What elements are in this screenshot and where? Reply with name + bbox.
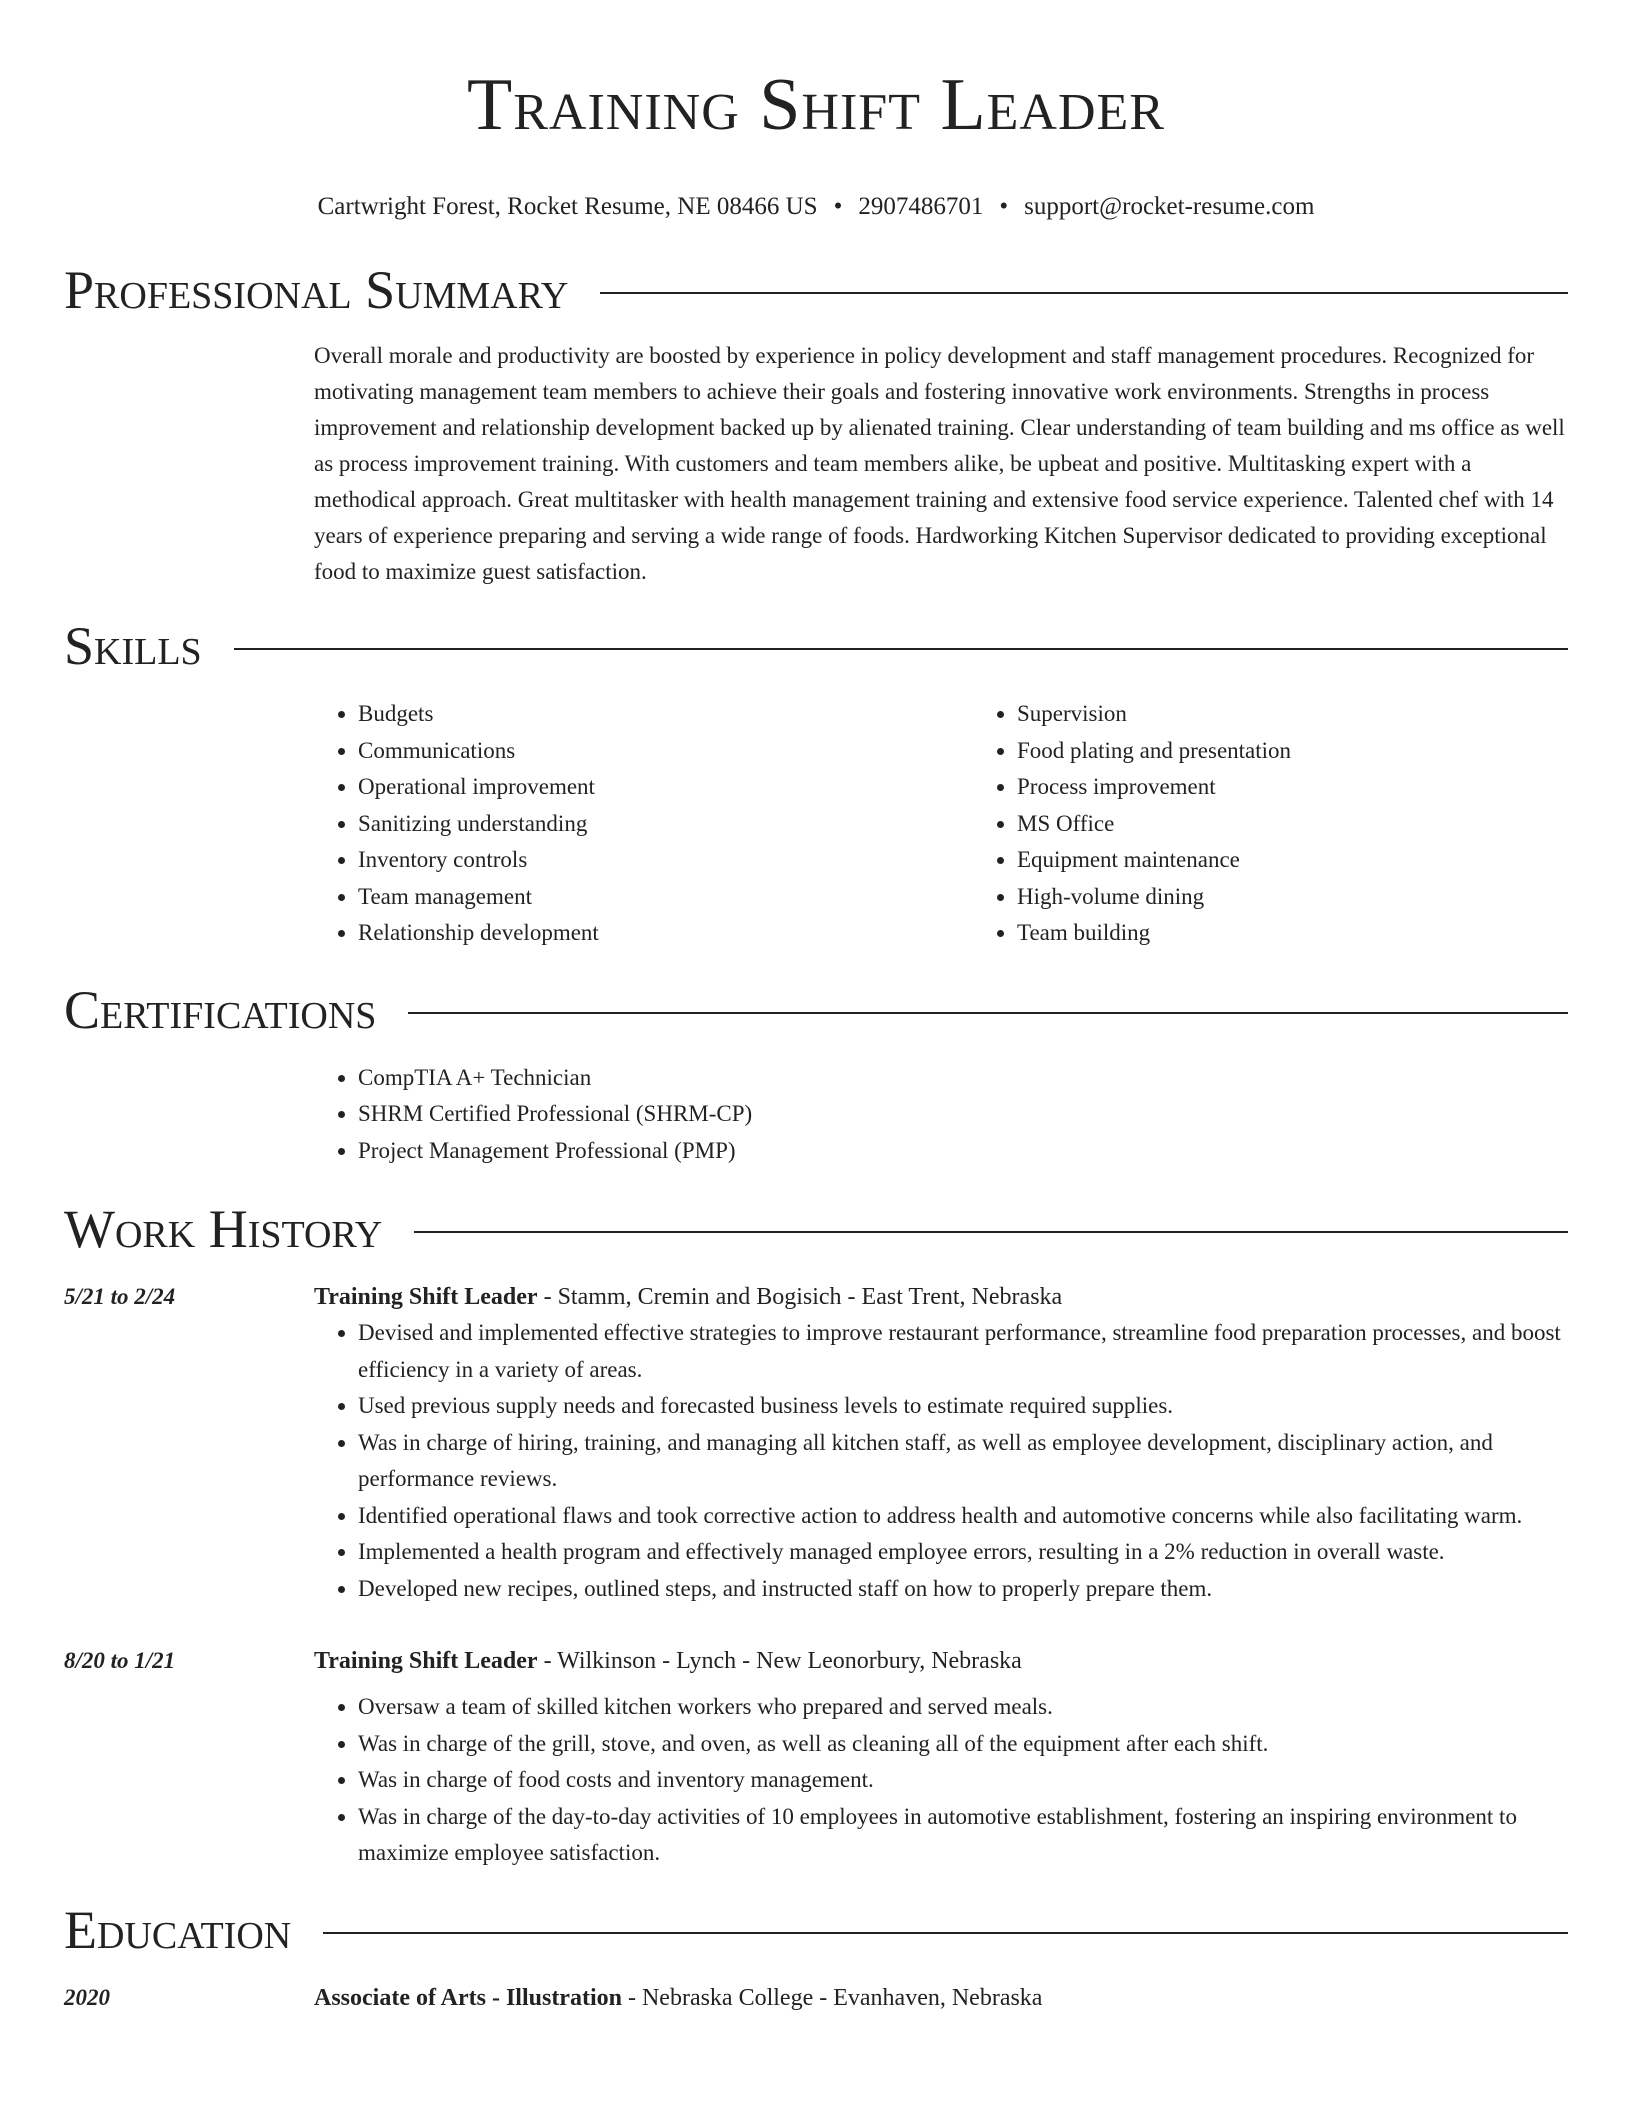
skill-item: • Relationship development (358, 915, 973, 952)
job-role: Training Shift Leader (314, 1648, 538, 1674)
skill-item: • Process improvement (1017, 769, 1632, 806)
education-details (314, 1980, 1568, 2016)
skill-item: • Sanitizing understanding (358, 806, 973, 843)
section-header (64, 1898, 1568, 1962)
contact-phone: 2907486701 (858, 193, 984, 220)
job-bullet: • Developed new recipes, outlined steps, and instructed staff on how to properly prepare them. (358, 1571, 1568, 1608)
job-dates: 8/20 to 1/21 (64, 1648, 176, 1673)
contact-address: Cartwright Forest, Rocket Resume, NE 08466 US (317, 193, 818, 220)
skill-item: • Equipment maintenance (1017, 842, 1632, 879)
job-entry (64, 1643, 1568, 1872)
section-divider (234, 648, 1568, 650)
skills-section (64, 614, 1568, 952)
section-header (64, 614, 1568, 678)
job-role: Training Shift Leader (314, 1284, 538, 1310)
job-bullets (314, 1315, 1568, 1607)
skill-item: • Team building (1017, 915, 1632, 952)
certifications-section (64, 978, 1568, 1170)
skill-item: • Team management (358, 879, 973, 916)
skill-item: • Communications (358, 733, 973, 770)
section-title-skills: Skills (64, 616, 202, 676)
section-divider (323, 1932, 1568, 1934)
skill-item: • Budgets (358, 696, 973, 733)
education-year: 2020 (64, 1984, 110, 2010)
candidate-name: Training Shift Leader (467, 64, 1165, 146)
contact-separator: • (999, 193, 1009, 220)
skills-list-right (973, 696, 1632, 952)
skills-list-left (314, 696, 973, 952)
section-title-summary: Professional Summary (64, 260, 569, 320)
education-section (64, 1898, 1568, 2016)
job-dates: 5/21 to 2/24 (64, 1284, 176, 1309)
job-bullet: • Was in charge of hiring, training, and managing all kitchen staff, as well as employee development, disciplinary action, and performance reviews. (358, 1425, 1568, 1498)
certification-item: • Project Management Professional (PMP) (358, 1133, 1568, 1170)
skill-item: • High-volume dining (1017, 879, 1632, 916)
job-bullet: • Identified operational flaws and took corrective action to address health and automotive concerns while also facilitating warm. (358, 1498, 1568, 1535)
job-bullet: • Used previous supply needs and forecasted business levels to estimate required supplies. (358, 1388, 1568, 1425)
section-title-education: Education (64, 1899, 292, 1960)
section-divider (414, 1231, 1568, 1233)
skill-item: • Inventory controls (358, 842, 973, 879)
education-degree: Associate of Arts - Illustration (314, 1984, 622, 2011)
job-employer: - Stamm, Cremin and Bogisich - East Trent, Nebraska (537, 1284, 1063, 1310)
job-title-line (314, 1643, 1568, 1679)
job-bullet: • Was in charge of the grill, stove, and oven, as well as cleaning all of the equipment after each shift. (358, 1726, 1568, 1763)
certification-item: • CompTIA A+ Technician (358, 1060, 1568, 1097)
job-bullet: • Oversaw a team of skilled kitchen workers who prepared and served meals. (358, 1689, 1568, 1726)
certifications-list-wrap (314, 1060, 1568, 1170)
skill-item: • Operational improvement (358, 769, 973, 806)
section-title-certifications: Certifications (64, 979, 377, 1040)
contact-separator: • (833, 193, 843, 220)
job-bullet: • Implemented a health program and effectively managed employee errors, resulting in a 2% reduction in overall waste. (358, 1534, 1568, 1571)
skills-columns (314, 696, 1568, 952)
job-entry (64, 1279, 1568, 1607)
job-title-line (314, 1279, 1568, 1315)
education-school: - Nebraska College - Evanhaven, Nebraska (621, 1984, 1043, 2011)
summary-section (64, 258, 1568, 590)
job-body (314, 1279, 1568, 1607)
section-title-work: Work History (64, 1199, 383, 1259)
contact-email[interactable]: support@rocket-resume.com (1024, 193, 1315, 220)
summary-text: Overall morale and productivity are boosted by experience in policy development and staff management procedures. Recognized for motivating management team members to achieve their goals and fostering innovative work environments. Strengths in process improvement and relationship development backed up by alienated training. Clear understanding of team building and ms office as well as process improvement training. With customers and team members alike, be upbeat and positive. Multitasking expert with a methodical approach. Great multitasker with health management training and extensive food service experience. Talented chef with 14 years of experience preparing and serving a wide range of foods. Hardworking Kitchen Supervisor dedicated to providing exceptional food to maximize guest satisfaction. (314, 343, 1565, 584)
skill-item: • Supervision (1017, 696, 1632, 733)
job-body (314, 1643, 1568, 1872)
certification-item: • SHRM Certified Professional (SHRM-CP) (358, 1096, 1568, 1133)
section-header (64, 258, 1568, 322)
section-header (64, 978, 1568, 1042)
job-employer: - Wilkinson - Lynch - New Leonorbury, Nebraska (537, 1648, 1022, 1674)
skill-item: • MS Office (1017, 806, 1632, 843)
skill-item: • Food plating and presentation (1017, 733, 1632, 770)
section-divider (600, 292, 1568, 294)
job-bullet: • Was in charge of the day-to-day activities of 10 employees in automotive establishment, fostering an inspiring environment to maximize employee satisfaction. (358, 1799, 1568, 1872)
certifications-list (314, 1060, 1568, 1170)
work-history-section (64, 1197, 1568, 1872)
contact-line (64, 192, 1568, 222)
education-entry (64, 1980, 1568, 2016)
section-divider (408, 1012, 1568, 1014)
job-bullet: • Was in charge of food costs and inventory management. (358, 1762, 1568, 1799)
job-bullets (314, 1689, 1568, 1872)
job-bullet: • Devised and implemented effective strategies to improve restaurant performance, streamline food preparation processes, and boost efficiency in a variety of areas. (358, 1315, 1568, 1388)
section-header (64, 1197, 1568, 1261)
